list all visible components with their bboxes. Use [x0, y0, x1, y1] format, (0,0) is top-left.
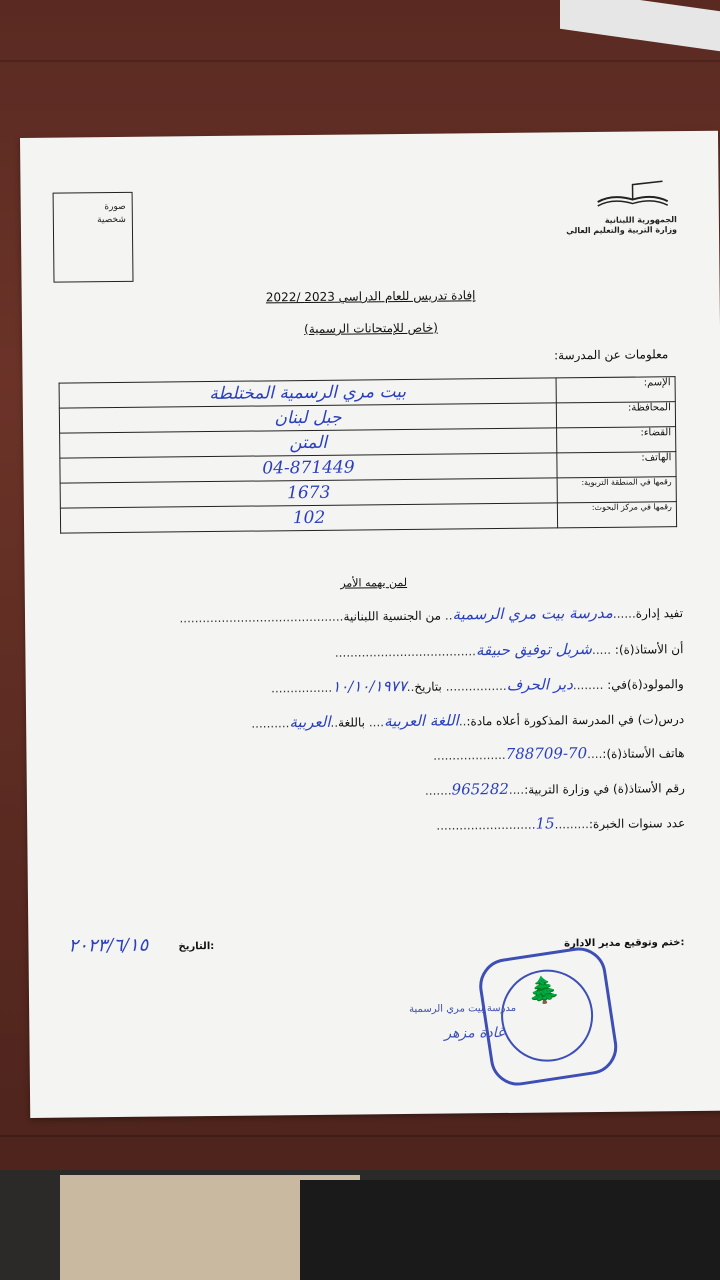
- document-subtitle: (خاص للإمتحانات الرسمية): [304, 320, 438, 337]
- background-paper: [560, 0, 720, 51]
- ministry-number-prefix: رقم الأستاذ(ة) في وزارة التربية:: [524, 781, 685, 797]
- governorate-label: المحافظة:: [556, 402, 675, 428]
- taught-line: درس(ت) في المدرسة المذكورة أعلاه مادة:..اللغة العربية.... باللغة..العربية..........: [251, 711, 685, 732]
- experience-value: 15: [535, 814, 555, 833]
- floor-dark: [300, 1180, 720, 1280]
- district-label: القضاء:: [557, 427, 676, 453]
- born-date-value: ١٠/١٠/١٩٧٧: [332, 676, 407, 696]
- ministry-line1: الجمهورية اللبنانية: [604, 215, 677, 225]
- governorate-value: جبل لبنان: [59, 403, 556, 433]
- teacher-prefix: أن الأستاذ(ة):: [614, 642, 684, 657]
- language-text: باللغة: [338, 715, 366, 730]
- administration-line: تفيد إدارة......مدرسة بيت مري الرسمية.. من الجنسية اللبنانية...........................................: [179, 603, 684, 626]
- research-number-value: 102: [60, 503, 557, 533]
- phone-value: 04-871449: [60, 453, 557, 483]
- experience-prefix: عدد سنوات الخبرة:: [588, 816, 686, 832]
- ministry-text: [547, 215, 677, 236]
- administration-value: مدرسة بيت مري الرسمية: [452, 603, 613, 624]
- teacher-phone-prefix: هاتف الأستاذ(ة):: [602, 746, 685, 761]
- research-number-label: رقمها في مركز البحوث:: [557, 502, 676, 528]
- document-title: إفادة تدريس للعام الدراسي 2023 /2022: [265, 288, 476, 305]
- phone-label: الهاتف:: [557, 452, 676, 478]
- teacher-line: أن الأستاذ(ة): .....شربل توفيق حبيقة.....................................: [334, 640, 684, 660]
- school-name-value: بيت مري الرسمية المختلطة: [59, 378, 556, 408]
- region-number-value: 1673: [60, 478, 557, 508]
- stamp-signature-label: ختم وتوقيع مدير الادارة:: [564, 937, 685, 950]
- district-value: المتن: [60, 428, 557, 458]
- official-stamp: [475, 944, 621, 1090]
- photo-label: [66, 201, 126, 228]
- photo-label-line1: صورة: [104, 201, 126, 213]
- stamp-school-name: مدرسة بيت مري الرسمية: [409, 1002, 517, 1015]
- section-title: معلومات عن المدرسة:: [553, 347, 669, 363]
- subject-value: اللغة العربية: [383, 711, 459, 731]
- wood-grain: [0, 60, 720, 62]
- born-place-value: دير الحرف: [506, 675, 573, 694]
- teacher-phone-line: هاتف الأستاذ(ة):....70-788709...................: [433, 744, 685, 763]
- wood-grain: [0, 1135, 720, 1137]
- signatory-name: غادة مزهر: [444, 1024, 505, 1042]
- photo-box: [53, 192, 134, 283]
- date-value: ٢٠٢٣/٦/١٥: [68, 934, 149, 957]
- born-line: والمولود(ة)في: ........دير الحرف................ بتاريخ..١٠/١٠/١٩٧٧................: [271, 675, 684, 696]
- ministry-number-line: رقم الأستاذ(ة) في وزارة التربية:....965282.......: [424, 779, 685, 799]
- ministry-line2: وزارة التربية والتعليم العالي: [566, 225, 678, 236]
- taught-prefix: درس(ت) في المدرسة المذكورة أعلاه مادة:: [466, 712, 685, 729]
- nationality-text: من الجنسية اللبنانية: [343, 608, 442, 624]
- school-name-label: الإسم:: [556, 377, 675, 403]
- photo-label-line2: شخصية: [97, 214, 126, 226]
- table-row: [60, 502, 676, 533]
- administration-prefix: تفيد إدارة: [635, 606, 684, 621]
- date-text: بتاريخ: [414, 679, 442, 694]
- date-label: التاريخ:: [178, 941, 215, 953]
- book-logo-icon: [592, 179, 672, 210]
- to-whom-heading: لمن يهمه الأمر: [340, 575, 408, 590]
- teacher-value: شربل توفيق حبيقة: [475, 640, 593, 660]
- region-number-label: رقمها في المنطقة التربوية:: [557, 477, 676, 503]
- cedar-icon: 🌲: [525, 973, 562, 1009]
- ministry-number-value: 965282: [451, 779, 509, 799]
- born-prefix: والمولود(ة)في:: [607, 677, 684, 692]
- school-info-table: [59, 376, 678, 533]
- experience-line: عدد سنوات الخبرة:.........15..........................: [436, 814, 686, 833]
- teacher-phone-value: 70-788709: [505, 744, 588, 763]
- certificate-paper: [20, 131, 720, 1118]
- language-value: العربية: [289, 712, 331, 732]
